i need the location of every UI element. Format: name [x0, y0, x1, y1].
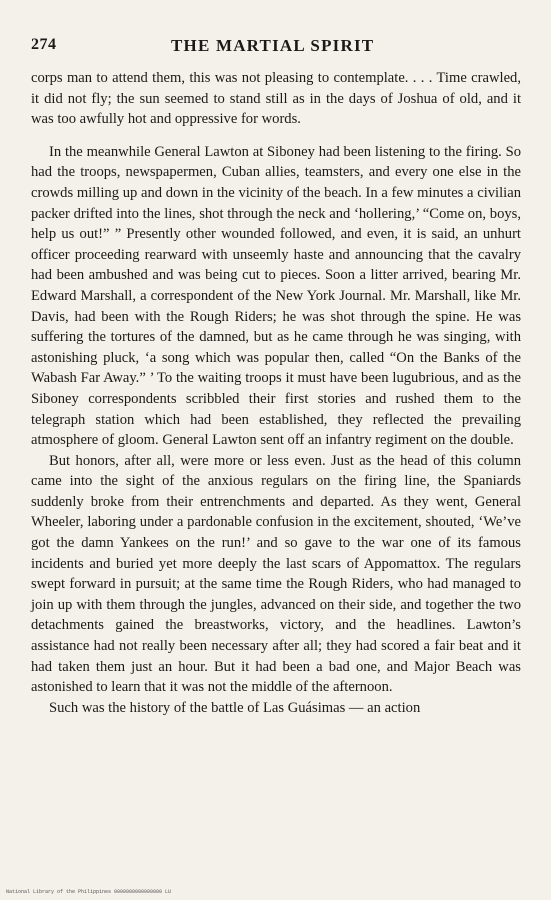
paragraph-las-guasimas: Such was the history of the battle of Las Guásimas — an action [49, 699, 421, 716]
page-header [31, 36, 521, 66]
paragraph-lawton-siboney: In the meanwhile General Lawton at Siboney had been listening to the firing. So had the troops, newspapermen, Cuban allies, teamsters, and every one else in the crowds milling up and down in the vicinity of the beach. In a few minutes a civilian packer drifted into the lines, shot through the neck and ‘hollering,’ “Come on, boys, help us out!” ” Presently other wounded followed, and even, it is said, an unhurt officer proceeding rearward with unseemly haste and announcing that the cavalry had been ambushed and was being cut to pieces. Soon a litter arrived, bearing Mr. Edward Marshall, a correspondent of the New York Journal. Mr. Marshall, like Mr. Davis, had been with the Rough Riders; he was shot through the spine. He was suffering the tortures of the damned, but as he came through he was singing, with astonishing pluck, ‘a song which was popular then, called “On the Banks of the Wabash Far Away.” ’ To the waiting troops it must have been lugubrious, and as the Siboney correspondents scribbled their first stories and rushed them to the telegraph station which had been established, they reflected the prevailing atmosphere of gloom. General Lawton sent off an infantry regiment on the double. [31, 143, 521, 449]
paragraph-honors-even: But honors, after all, were more or less even. Just as the head of this column came into the sight of the anxious regulars on the firing line, the Spaniards suddenly broke from their entrenchments and departed. As they went, General Wheeler, laboring under a pardonable confusion in the excitement, shouted, ‘We’ve got the damn Yankees on the run!’ and so gave to the war one of its famous incidents and buried yet more deeply the last scars of Appomattox. The regulars swept forward in pursuit; at the same time the Rough Riders, who had managed to join up with them through the jungles, advanced on their side, and together the two detachments gained the breastworks, victory, and the headlines. Lawton’s assistance had not really been necessary after all; they had scored a fair beat and it had taken them just an hour. But it had been a bad one, and Major Beach was astonished to learn that it was not the middle of the afternoon. [31, 452, 521, 696]
scan-footer: National Library of the Philippines 0000000000000000 LU [6, 889, 172, 895]
page-number: 274 [31, 36, 57, 53]
paragraph-continuation: corps man to attend them, this was not pleasing to contemplate. . . . Time crawled, it did not fly; the sun seemed to stand still as in the days of Joshua of old, and it was too awfully hot and oppressive for words. [31, 70, 521, 128]
book-page [31, 36, 521, 718]
running-title: THE MARTIAL SPIRIT [171, 36, 375, 55]
body-text [31, 68, 521, 718]
